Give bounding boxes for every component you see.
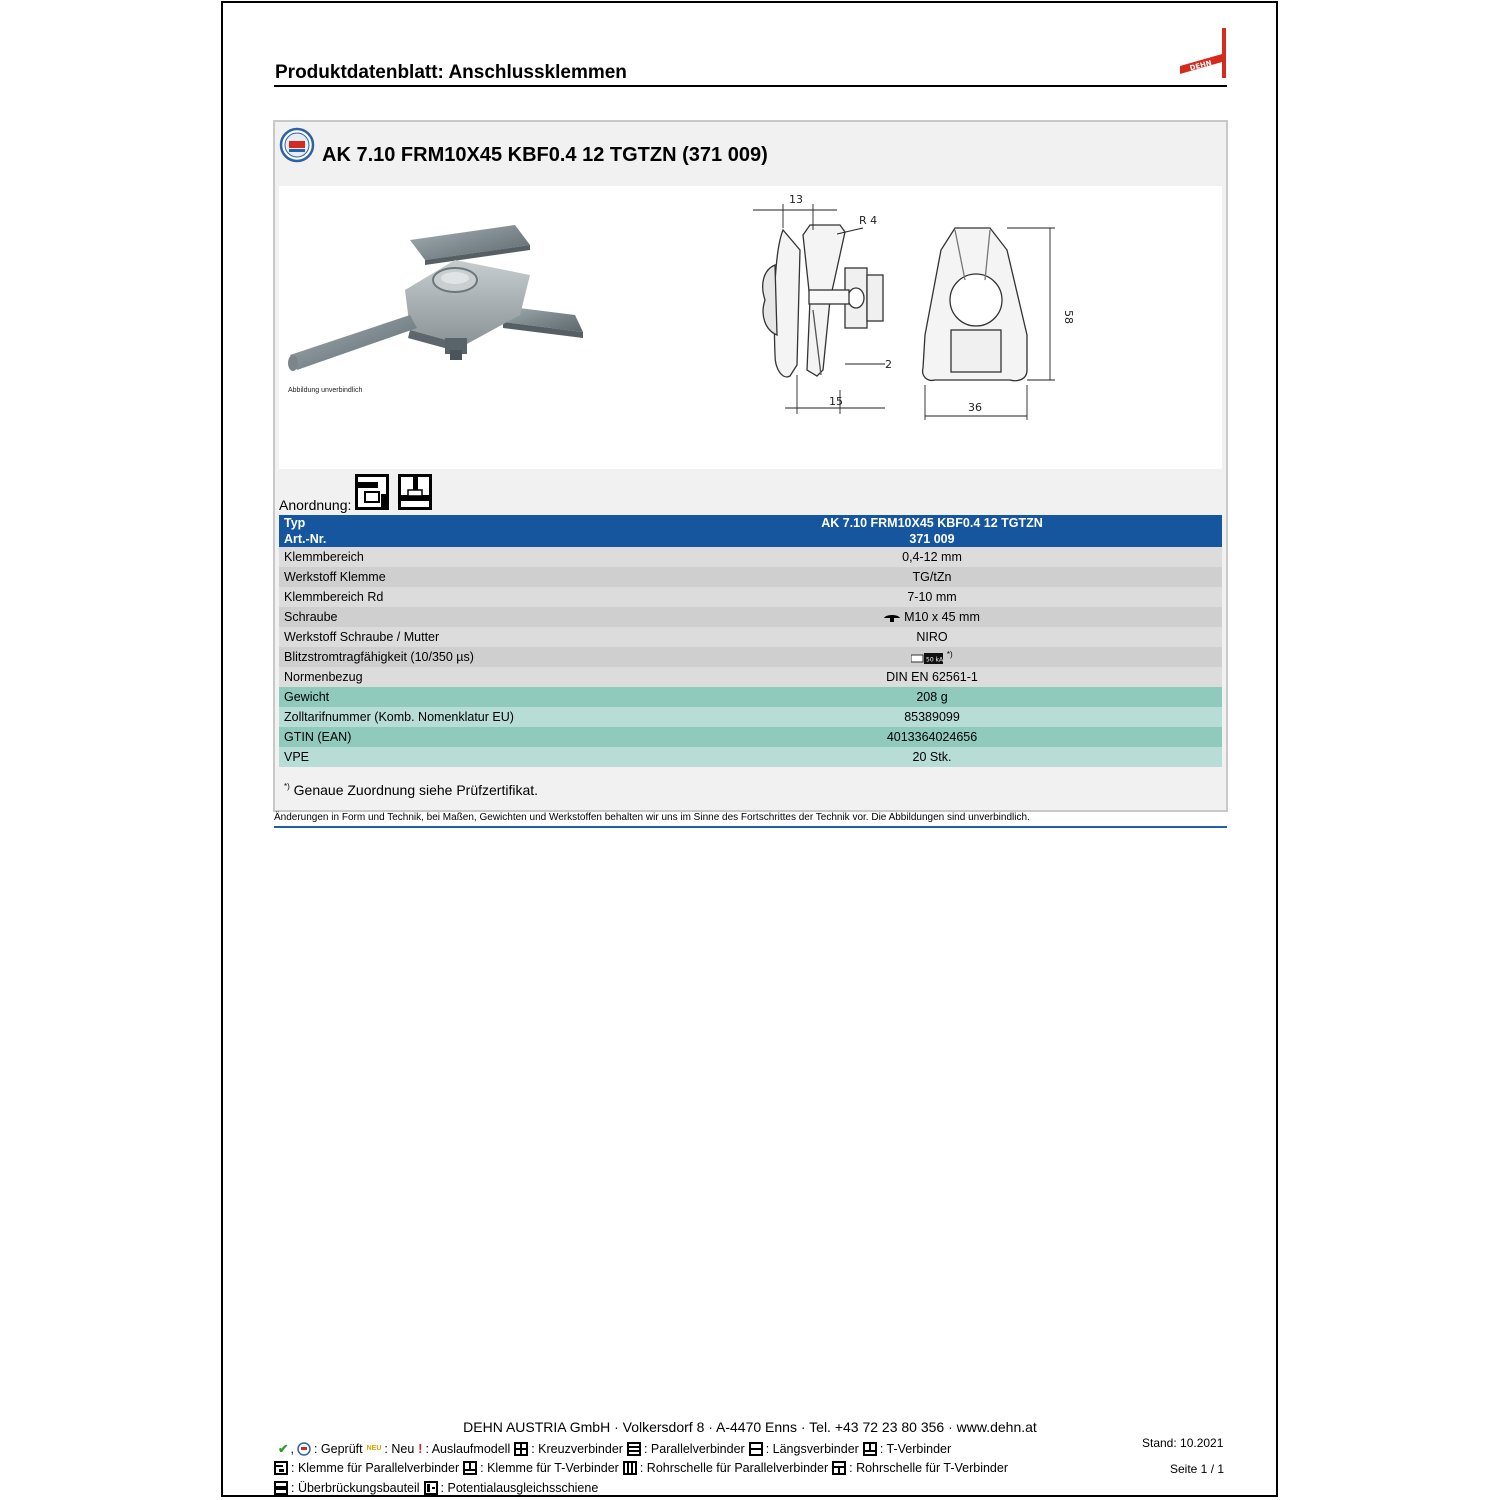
- table-row: [279, 607, 1222, 627]
- row-label: Klemmbereich Rd: [279, 587, 642, 607]
- auslauf-icon: !: [418, 1441, 423, 1456]
- t-verbinder-icon: [863, 1442, 877, 1456]
- legend-potential: : Potentialausgleichsschiene: [440, 1481, 599, 1495]
- table-header-type: [279, 515, 1222, 531]
- legend-rohr-parallel: : Rohrschelle für Parallelverbinder: [639, 1461, 829, 1475]
- legend-laengs: : Längsverbinder: [765, 1441, 859, 1456]
- row-value: 85389099: [642, 707, 1222, 727]
- legend-separator: ,: [290, 1441, 294, 1456]
- footnote-mark: *): [284, 782, 290, 791]
- row-value: 4013364024656: [642, 727, 1222, 747]
- row-label: Zolltarifnummer (Komb. Nomenklatur EU): [279, 707, 642, 727]
- dim-r4-label: R 4: [859, 214, 878, 227]
- legend-geprueft: : Geprüft: [313, 1441, 363, 1456]
- parallelverbinder-icon: [627, 1442, 641, 1456]
- art-value: 371 009: [642, 531, 1222, 547]
- page-number: Seite 1 / 1: [1170, 1462, 1225, 1476]
- lightning-current-value: 50 kA: [926, 656, 944, 664]
- product-badge-icon: [279, 127, 315, 163]
- row-value: [642, 647, 1222, 667]
- dim-58-label: 58: [1062, 310, 1075, 324]
- row-value: [642, 607, 1222, 627]
- footnote-text: Genaue Zuordnung siehe Prüfzertifikat.: [293, 782, 539, 798]
- footnote: [284, 782, 538, 798]
- table-row: [279, 667, 1222, 687]
- row-value: TG/tZn: [642, 567, 1222, 587]
- dehn-logo: [1176, 28, 1227, 78]
- legend-rohr-t: : Rohrschelle für T-Verbinder: [849, 1461, 1008, 1475]
- spec-table: [279, 515, 1222, 767]
- laengsverbinder-icon: [749, 1442, 763, 1456]
- note-marker: *): [946, 650, 953, 659]
- kreuzverbinder-icon: [514, 1442, 528, 1456]
- table-row: [279, 727, 1222, 747]
- row-label: Klemmbereich: [279, 547, 642, 567]
- klemme-t-verbinder-icon: [398, 474, 432, 510]
- dim-13-label: 13: [789, 193, 803, 206]
- checkmark-icon: ✔: [278, 1442, 289, 1456]
- klemme-t-verbinder-legend-icon: [463, 1461, 477, 1475]
- company-line: DEHN AUSTRIA GmbH · Volkersdorf 8 · A-4470 Enns · Tel. +43 72 23 80 356 · www.dehn.at: [463, 1419, 1037, 1435]
- table-row: [279, 707, 1222, 727]
- ueberbrueckungsbauteil-icon: [274, 1481, 288, 1495]
- klemme-parallelverbinder-legend-icon: [274, 1461, 288, 1475]
- lightning-current-icon: [911, 652, 943, 664]
- arrangement-label: Anordnung:: [279, 497, 352, 513]
- dim-15-label: 15: [829, 395, 843, 408]
- table-header-art: [279, 531, 1222, 547]
- table-row: [279, 587, 1222, 607]
- screw-value: M10 x 45 mm: [904, 610, 980, 624]
- disclaimer-rule: [274, 826, 1227, 828]
- table-row: [279, 647, 1222, 667]
- row-label: Werkstoff Klemme: [279, 567, 642, 587]
- rohrschelle-parallel-icon: [623, 1461, 637, 1475]
- photo-caption: Abbildung unverbindlich: [288, 387, 363, 394]
- row-label: Blitzstromtragfähigkeit (10/350 µs): [279, 647, 642, 667]
- row-label: Normenbezug: [279, 667, 642, 687]
- legend-kreuz: : Kreuzverbinder: [531, 1441, 623, 1456]
- row-label: Werkstoff Schraube / Mutter: [279, 627, 642, 647]
- legend-line-2: [274, 1461, 1012, 1475]
- type-label: Typ: [279, 515, 642, 531]
- legend-neu: : Neu: [384, 1441, 415, 1456]
- row-value: 7-10 mm: [642, 587, 1222, 607]
- row-label: Schraube: [279, 607, 642, 627]
- document-title: Produktdatenblatt: Anschlussklemmen: [275, 62, 627, 83]
- art-label: Art.-Nr.: [279, 531, 642, 547]
- row-label: Gewicht: [279, 687, 642, 707]
- dim-2-label: 2: [885, 358, 892, 371]
- row-value: 208 g: [642, 687, 1222, 707]
- legend-ueberbrueckung: : Überbrückungsbauteil: [291, 1481, 420, 1495]
- svg-text:DEHN: DEHN: [1188, 58, 1213, 73]
- title-rule: [274, 85, 1227, 87]
- screw-head-icon: [884, 614, 900, 622]
- row-value-niro: NIRO: [642, 627, 1222, 647]
- legend-auslauf: : Auslaufmodell: [425, 1441, 511, 1456]
- legend-line-1: [278, 1441, 955, 1456]
- rohrschelle-t-icon: [832, 1461, 846, 1475]
- legend-klemme-parallel: : Klemme für Parallelverbinder: [291, 1461, 460, 1475]
- legend-parallel: : Parallelverbinder: [643, 1441, 745, 1456]
- table-row: [279, 547, 1222, 567]
- row-value: DIN EN 62561-1: [642, 667, 1222, 687]
- legend-klemme-t: : Klemme für T-Verbinder: [480, 1461, 619, 1475]
- disclaimer: Änderungen in Form und Technik, bei Maßen, Gewichten und Werkstoffen behalten wir uns im Sinne des Fortschrittes der Technik vor. Die Abbildungen sind unverbindlich.: [274, 812, 1030, 823]
- dim-36-label: 36: [968, 401, 982, 414]
- klemme-parallelverbinder-icon: [355, 474, 389, 510]
- table-row: [279, 747, 1222, 767]
- row-label: GTIN (EAN): [279, 727, 642, 747]
- table-row: [279, 567, 1222, 587]
- table-row: [279, 627, 1222, 647]
- row-value: 0,4-12 mm: [642, 547, 1222, 567]
- legend-t: : T-Verbinder: [879, 1441, 952, 1456]
- dimension-drawing: [745, 190, 1075, 420]
- row-value: 20 Stk.: [642, 747, 1222, 767]
- type-value: AK 7.10 FRM10X45 KBF0.4 12 TGTZN: [642, 515, 1222, 531]
- product-photo: [285, 220, 590, 380]
- certified-badge-icon: [297, 1442, 311, 1456]
- legend-line-3: [274, 1481, 602, 1495]
- product-title: AK 7.10 FRM10X45 KBF0.4 12 TGTZN (371 009): [322, 144, 768, 166]
- table-row: [279, 687, 1222, 707]
- neu-badge-icon: NEU: [366, 1445, 382, 1452]
- row-label: VPE: [279, 747, 642, 767]
- potentialausgleichsschiene-icon: [424, 1481, 438, 1495]
- stand-date: Stand: 10.2021: [1142, 1436, 1224, 1450]
